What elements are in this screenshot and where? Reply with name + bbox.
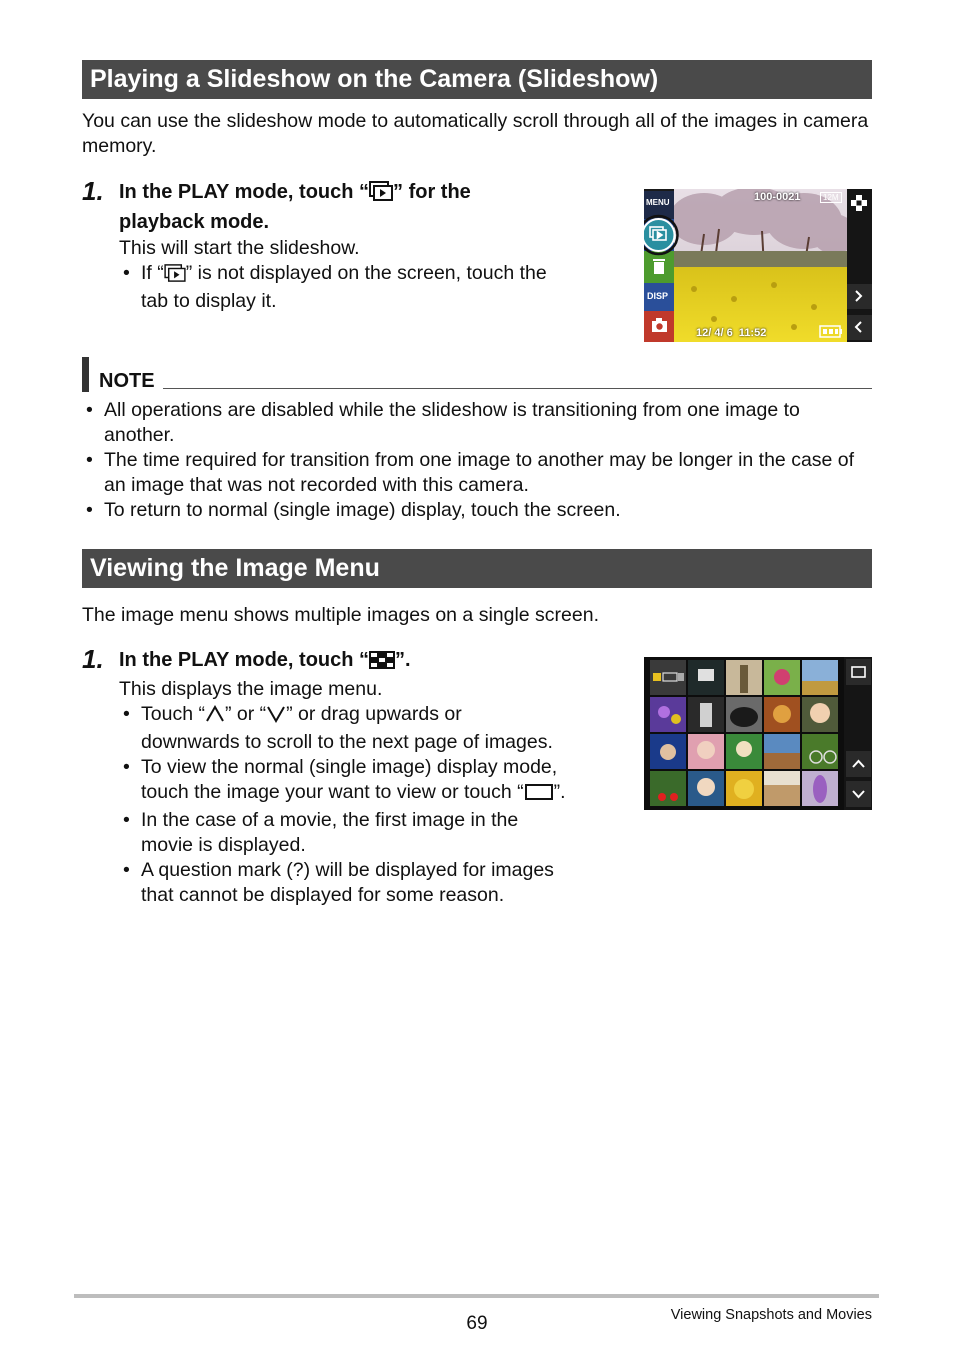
step-bullets xyxy=(119,261,599,314)
bullet-item xyxy=(119,261,599,314)
footer-divider xyxy=(74,1294,879,1298)
step-result-text: This will start the slideshow. xyxy=(119,237,360,259)
bullet-text-b: ” is not displayed on the screen, touch the xyxy=(185,262,547,284)
bullet-text-a: If “ xyxy=(141,262,164,284)
bullet-text: ” or “ xyxy=(224,703,267,725)
bullet-text: A question mark (?) will be displayed for images xyxy=(141,859,554,881)
note-item: • To return to normal (single image) display, touch the screen. xyxy=(82,498,872,523)
bullet-text: movie is displayed. xyxy=(141,834,306,856)
image-size-badge: 12M xyxy=(820,192,842,203)
slideshow-icon xyxy=(369,181,393,209)
bullet-text: that cannot be displayed for some reason. xyxy=(141,884,505,906)
camera-screen-image-menu xyxy=(644,657,872,810)
chevron-down-icon xyxy=(266,705,286,730)
step-title-text-a: In the PLAY mode, touch “ xyxy=(119,181,370,203)
step-title-slideshow xyxy=(119,179,471,236)
slideshow-intro: You can use the slideshow mode to automatically scroll through all of the images in camera memory. xyxy=(82,110,869,157)
thumbnail-grid xyxy=(644,657,872,810)
camera-screen-playback xyxy=(644,189,872,342)
image-menu-icon[interactable] xyxy=(851,195,867,211)
step-title-text-a: In the PLAY mode, touch “ xyxy=(119,649,370,671)
file-number: 100-0021 xyxy=(754,191,801,203)
bullet-text: In the case of a movie, the first image in the xyxy=(141,809,519,831)
image-menu-intro: The image menu shows multiple images on a single screen. xyxy=(82,604,600,626)
image-menu-icon xyxy=(369,650,395,677)
single-image-icon xyxy=(524,783,554,808)
section-title-slideshow: Playing a Slideshow on the Camera (Slideshow) xyxy=(82,60,872,99)
note-marker xyxy=(82,357,89,392)
playback-photo xyxy=(644,189,872,342)
bullet-item xyxy=(119,858,619,908)
bullet-text: ”. xyxy=(553,781,566,803)
step-body-slideshow xyxy=(119,236,599,314)
chevron-up-icon xyxy=(205,705,225,730)
bullet-text: ” or drag upwards or xyxy=(286,703,462,725)
note-label: NOTE xyxy=(99,370,155,392)
step-result-text: This displays the image menu. xyxy=(119,678,383,700)
bullet-text: downwards to scroll to the next page of images. xyxy=(141,731,553,753)
step-number: 1. xyxy=(82,644,104,674)
bullet-text: touch the image your want to view or touch “ xyxy=(141,781,524,803)
bullet-text: To view the normal (single image) display mode, xyxy=(141,756,558,778)
disp-tab-label[interactable]: DISP xyxy=(647,291,669,301)
note-item: • The time required for transition from one image to another may be longer in the case of an image that was not recorded with this camera. xyxy=(82,448,872,498)
bullet-text-c: tab to display it. xyxy=(141,290,277,312)
step-title-text-c: playback mode. xyxy=(119,211,270,233)
bullet-text: Touch “ xyxy=(141,703,205,725)
step-title-image-menu xyxy=(119,647,411,677)
bullet-item xyxy=(119,755,619,808)
step-title-text-b: ”. xyxy=(395,649,411,671)
datetime-readout: 12/ 4/ 6 11:52 xyxy=(696,327,767,339)
note-item: • All operations are disabled while the slideshow is transitioning from one image to another. xyxy=(82,398,872,448)
slideshow-icon xyxy=(164,264,186,289)
step-number: 1. xyxy=(82,176,104,206)
note-list xyxy=(82,398,872,523)
step-bullets xyxy=(119,702,619,908)
bullet-item xyxy=(119,808,619,858)
section-title-image-menu: Viewing the Image Menu xyxy=(82,549,872,588)
step-title-text-b: ” for the xyxy=(393,181,471,203)
step-body-image-menu xyxy=(119,677,619,908)
note-divider xyxy=(163,388,872,389)
page-number: 69 xyxy=(466,1313,488,1334)
footer-chapter-title: Viewing Snapshots and Movies xyxy=(670,1307,872,1323)
bullet-item xyxy=(119,702,619,755)
menu-tab-label[interactable]: MENU xyxy=(646,198,670,207)
